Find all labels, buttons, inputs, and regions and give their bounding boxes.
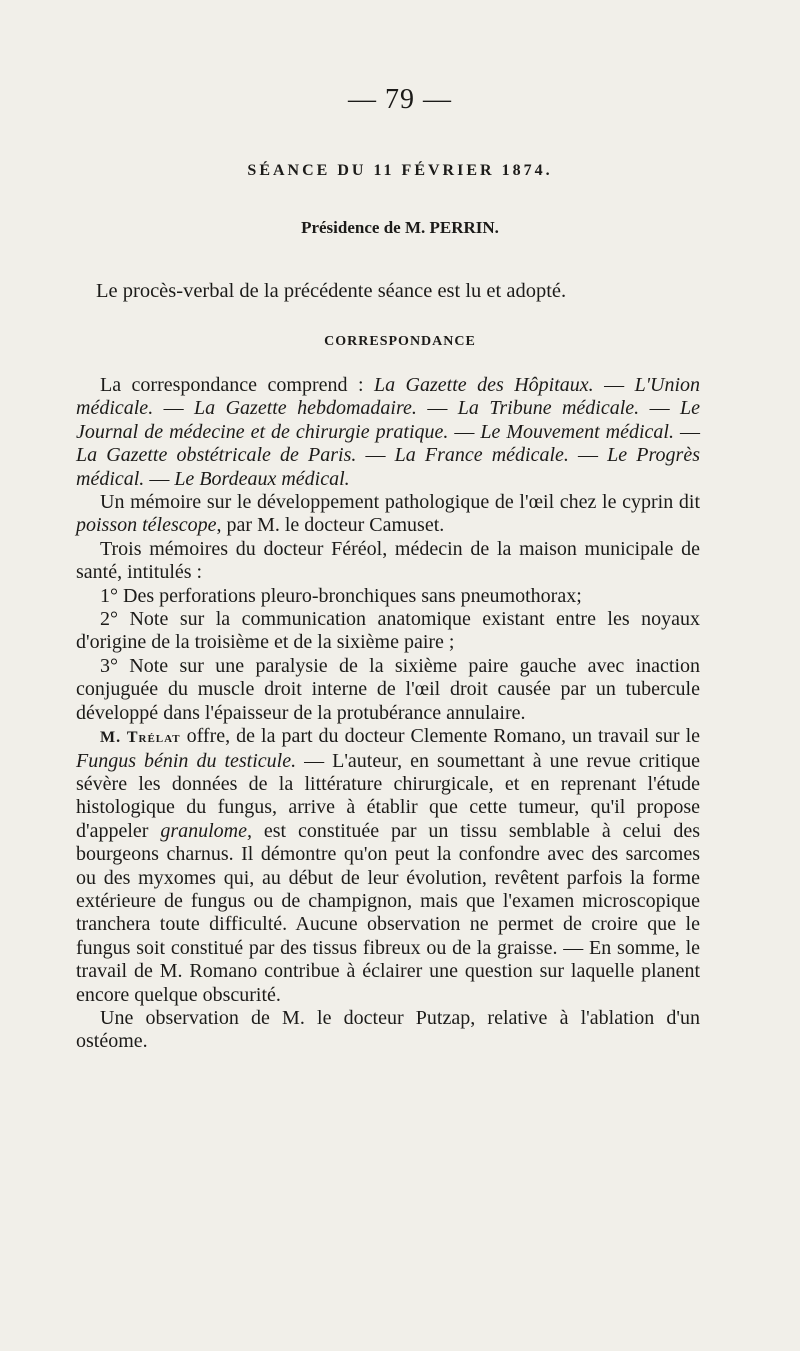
speaker-name: M. Trélat (100, 729, 181, 747)
trelat-paragraph: M. Trélat offre, de la part du docteur Clemente Romano, un travail sur le Fungus bénin du testicule. — L'auteur, en soumettant à une revue critique sévère les données de la littérature chirurgicale, et en reprenant l'étude histologique du fungus, arrive à établir que cette tumeur, qu'il propose d'appeler granulome, est constituée par un tissu semblable à celui des bourgeons charnus. Il démontre qu'on peut la confondre avec des sarcomes ou des myxomes qui, au début de leur évolution, revêtent parfois la forme extérieure de fungus ou de champignon, mais que l'examen microscopique tranchera toute difficulté. Aucune observation ne permet de croire que le fungus soit constitué par des tissus fibreux ou de la graisse. — En somme, le travail de M. Romano contribue à éclairer une question sur laquelle planent encore quelque obscurité. (76, 725, 700, 1006)
proces-verbal: Le procès-verbal de la précédente séance est lu et adopté. (96, 280, 567, 302)
journal-1: La Gazette des Hôpitaux. (373, 374, 594, 396)
journal-7: La Gazette obstétricale de Paris. (76, 444, 357, 467)
memoire-camuset: Un mémoire sur le développement pathologique de l'œil chez le cyprin dit poisson télescope, par M. le docteur Camuset. (76, 491, 700, 537)
presidence-line: Présidence de M. PERRIN. (301, 218, 499, 237)
journal-10: Le Bordeaux médical. (174, 467, 350, 490)
seance-title: SÉANCE DU 11 FÉVRIER 1874. (247, 162, 553, 179)
journal-5: Le Journal de médecine et de chirurgie pratique. (76, 397, 701, 443)
putzap-paragraph: Une observation de M. le docteur Putzap, relative à l'ablation d'un ostéome. (76, 1006, 700, 1053)
journal-2: L'Union médicale. (76, 374, 701, 420)
journal-9: Le Progrès médical. (76, 444, 700, 490)
journal-6: Le Mouvement médical. (480, 420, 674, 443)
memoire-item-2: 2° Note sur la communication anatomique existant entre les noyaux d'origine de la troisième et de la sixième paire ; (76, 608, 700, 654)
journal-4: La Tribune médicale. (457, 397, 640, 420)
memoires-fereol: Trois mémoires du docteur Féréol, médecin de la maison municipale de santé, intitulés : (76, 537, 700, 584)
memoire-item-1: 1° Des perforations pleuro-bronchiques sans pneumothorax; (100, 584, 582, 607)
body-text (76, 374, 700, 1054)
journal-8: La France médicale. (394, 444, 569, 467)
memoire-item-3: 3° Note sur une paralysie de la sixième paire gauche avec inaction conjuguée du muscle droit interne de l'œil droit causée par un tubercule développé dans l'épaisseur de la protubérance annulaire. (76, 654, 700, 724)
correspondance-lead: La correspondance comprend : (100, 374, 374, 396)
correspondance-paragraph: La correspondance comprend : La Gazette des Hôpitaux. — L'Union médicale. — La Gazette hebdomadaire. — La Tribune médicale. — Le Journal de médecine et de chirurgie pratique. — Le Mouvement médical. — La Gazette obstétricale de Paris. — La France médicale. — Le Progrès médical. — Le Bordeaux médical. (76, 374, 701, 490)
journal-3: La Gazette hebdomadaire. (194, 397, 417, 420)
page-number: — 79 — (348, 84, 452, 115)
section-heading: CORRESPONDANCE (324, 334, 476, 349)
